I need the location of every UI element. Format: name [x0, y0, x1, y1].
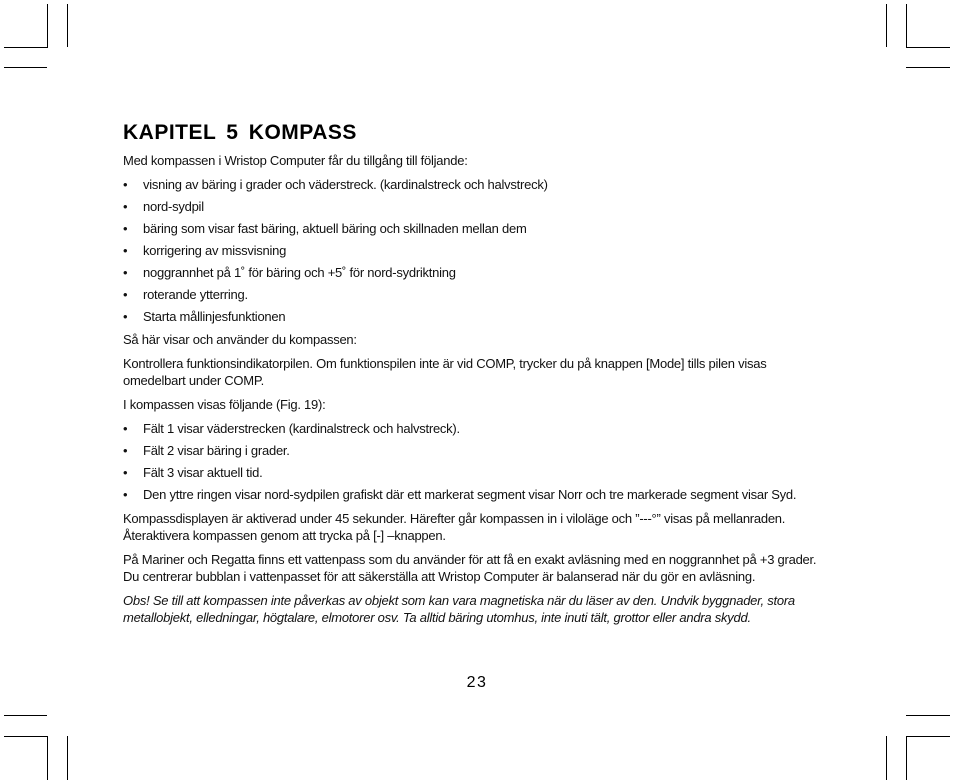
page-content [123, 120, 820, 633]
list-item: • nord-sydpil [123, 198, 820, 215]
crop-mark [906, 715, 950, 716]
crop-mark [906, 4, 907, 47]
crop-mark [906, 736, 907, 780]
crop-mark [4, 47, 48, 48]
crop-mark [47, 736, 48, 780]
display-field-list [123, 420, 820, 503]
list-item: • korrigering av missvisning [123, 242, 820, 259]
list-item: • Fält 2 visar bäring i grader. [123, 442, 820, 459]
page-number: 23 [466, 674, 488, 691]
list-item: • bäring som visar fast bäring, aktuell bäring och skillnaden mellan dem [123, 220, 820, 237]
list-item: • roterande ytterring. [123, 286, 820, 303]
activation-paragraph: Kompassdisplayen är aktiverad under 45 sekunder. Härefter går kompassen in i viloläge och ”---°” visas på mellanraden. Återaktivera kompassen genom att trycka på [-] –knappen. [123, 511, 786, 543]
list-item: • Den yttre ringen visar nord-sydpilen grafiskt där ett markerat segment visar Norr och tre markerade segment visar Syd. [123, 486, 820, 503]
warning-note: Obs! Se till att kompassen inte påverkas av objekt som kan vara magnetiska när du läser av den. Undvik byggnader, stora metallobjekt, elledningar, högtalare, elmotorer osv. Ta alltid bäring utomhus, inte inuti tält, grottor eller andra skydd. [123, 593, 795, 625]
crop-mark [47, 4, 48, 47]
list-item: • Fält 3 visar aktuell tid. [123, 464, 820, 481]
crop-mark [4, 715, 47, 716]
crop-mark [67, 4, 68, 47]
crop-mark [4, 67, 47, 68]
crop-mark [67, 736, 68, 780]
crop-mark [906, 47, 950, 48]
display-intro-text: I kompassen visas följande (Fig. 19): [123, 397, 326, 412]
list-item: • Starta mållinjesfunktionen [123, 308, 820, 325]
crop-mark [886, 4, 887, 47]
list-item: • Fält 1 visar väderstrecken (kardinalstreck och halvstreck). [123, 420, 820, 437]
crop-mark [886, 736, 887, 780]
how-to-text: Så här visar och använder du kompassen: [123, 332, 357, 347]
crop-mark [906, 67, 950, 68]
level-paragraph: På Mariner och Regatta finns ett vattenpass som du använder för att få en exakt avläsning med en noggrannhet på +3 grader. Du centrerar bubblan i vattenpasset för att säkerställa att Wristop Computer är balanserad när du gör en avläsning. [123, 552, 817, 584]
crop-mark [4, 736, 48, 737]
list-item: • visning av bäring i grader och väderstreck. (kardinalstreck och halvstreck) [123, 176, 820, 193]
intro-text: Med kompassen i Wristop Computer får du tillgång till följande: [123, 153, 468, 168]
check-paragraph: Kontrollera funktionsindikatorpilen. Om funktionspilen inte är vid COMP, trycker du på knappen [Mode] tills pilen visas omedelbart under COMP. [123, 356, 767, 388]
feature-list [123, 176, 820, 325]
crop-mark [906, 736, 950, 737]
chapter-heading: KAPITEL 5 KOMPASS [123, 121, 357, 144]
list-item: • noggrannhet på 1˚ för bäring och +5˚ för nord-sydriktning [123, 264, 820, 281]
